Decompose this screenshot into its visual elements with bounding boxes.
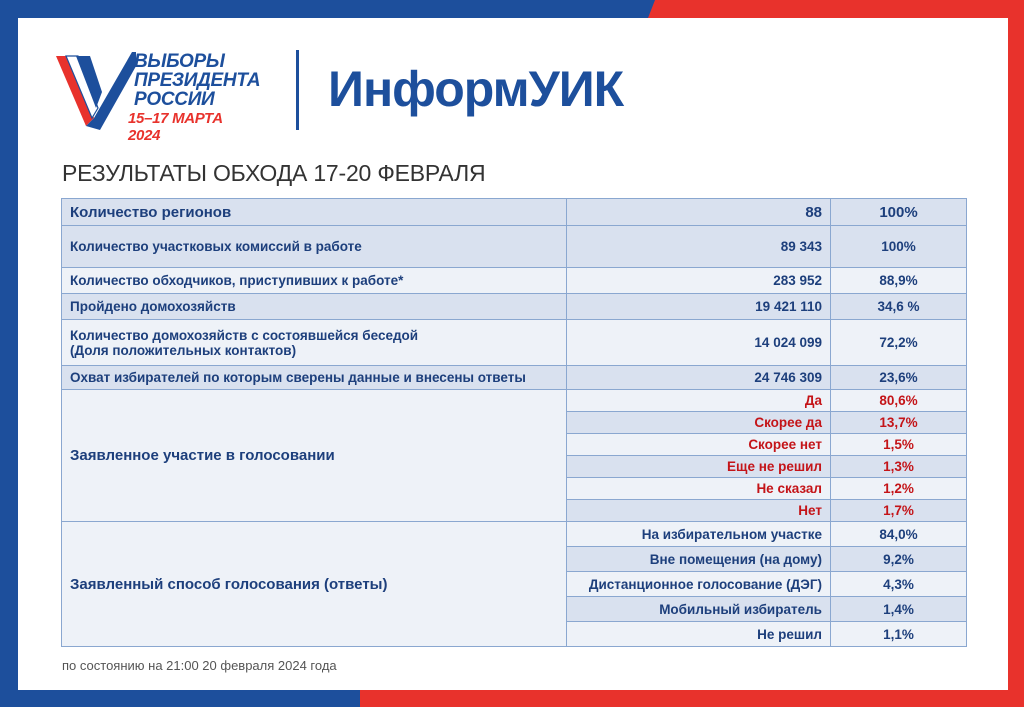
table-row <box>62 366 967 390</box>
method-group-label: Заявленный способ голосования (ответы) <box>62 522 567 647</box>
participation-percent: 1,3% <box>831 456 967 478</box>
results-table <box>61 198 967 647</box>
row-percent: 88,9% <box>831 268 967 294</box>
participation-option: Да <box>567 390 831 412</box>
logo-line-2: ПРЕЗИДЕНТА <box>134 70 261 91</box>
row-value: 89 343 <box>567 226 831 268</box>
method-option: Вне помещения (на дому) <box>567 547 831 572</box>
brand-title: ИнформУИК <box>328 61 624 117</box>
method-option: Не решил <box>567 622 831 647</box>
participation-option: Еще не решил <box>567 456 831 478</box>
row-percent: 100% <box>831 226 967 268</box>
row-percent: 34,6 % <box>831 294 967 320</box>
row-percent: 100% <box>831 199 967 226</box>
logo-line-1: ВЫБОРЫ <box>134 51 225 72</box>
table-row <box>62 268 967 294</box>
row-label: Количество обходчиков, приступивших к работе* <box>62 268 567 294</box>
participation-option: Скорее да <box>567 412 831 434</box>
row-label: Количество регионов <box>62 199 567 226</box>
table-row <box>62 522 967 547</box>
row-value: 283 952 <box>567 268 831 294</box>
method-percent: 4,3% <box>831 572 967 597</box>
participation-option: Не сказал <box>567 478 831 500</box>
participation-option: Нет <box>567 500 831 522</box>
row-label: Количество участковых комиссий в работе <box>62 226 567 268</box>
row-label-line-1: Количество домохозяйств с состоявшейся беседой <box>70 327 419 343</box>
row-percent: 23,6% <box>831 366 967 390</box>
method-option: На избирательном участке <box>567 522 831 547</box>
method-option: Дистанционное голосование (ДЭГ) <box>567 572 831 597</box>
row-value: 24 746 309 <box>567 366 831 390</box>
row-label: Пройдено домохозяйств <box>62 294 567 320</box>
page-heading: РЕЗУЛЬТАТЫ ОБХОДА 17-20 ФЕВРАЛЯ <box>62 160 486 186</box>
table-row <box>62 199 967 226</box>
table-row <box>62 226 967 268</box>
method-percent: 1,1% <box>831 622 967 647</box>
row-value: 19 421 110 <box>567 294 831 320</box>
method-percent: 9,2% <box>831 547 967 572</box>
logo-date: 15–17 МАРТА 2024 <box>128 110 223 144</box>
row-value: 14 024 099 <box>567 320 831 366</box>
logo-title <box>134 52 260 109</box>
header-divider <box>296 50 299 130</box>
row-percent: 72,2% <box>831 320 967 366</box>
logo-line-3: РОССИИ <box>134 89 215 110</box>
participation-option: Скорее нет <box>567 434 831 456</box>
method-percent: 84,0% <box>831 522 967 547</box>
participation-group-label: Заявленное участие в голосовании <box>62 390 567 522</box>
table-row <box>62 320 967 366</box>
checkmark-logo-icon <box>56 52 136 132</box>
participation-percent: 1,5% <box>831 434 967 456</box>
row-label <box>62 320 567 366</box>
table-row <box>62 294 967 320</box>
row-label: Охват избирателей по которым сверены данные и внесены ответы <box>62 366 567 390</box>
participation-percent: 80,6% <box>831 390 967 412</box>
participation-percent: 1,7% <box>831 500 967 522</box>
method-option: Мобильный избиратель <box>567 597 831 622</box>
method-percent: 1,4% <box>831 597 967 622</box>
election-logo <box>56 51 261 144</box>
participation-percent: 1,2% <box>831 478 967 500</box>
row-value: 88 <box>567 199 831 226</box>
footnote: по состоянию на 21:00 20 февраля 2024 года <box>62 658 337 673</box>
row-label-line-2: (Доля положительных контактов) <box>70 342 297 358</box>
table-row <box>62 390 967 412</box>
participation-percent: 13,7% <box>831 412 967 434</box>
